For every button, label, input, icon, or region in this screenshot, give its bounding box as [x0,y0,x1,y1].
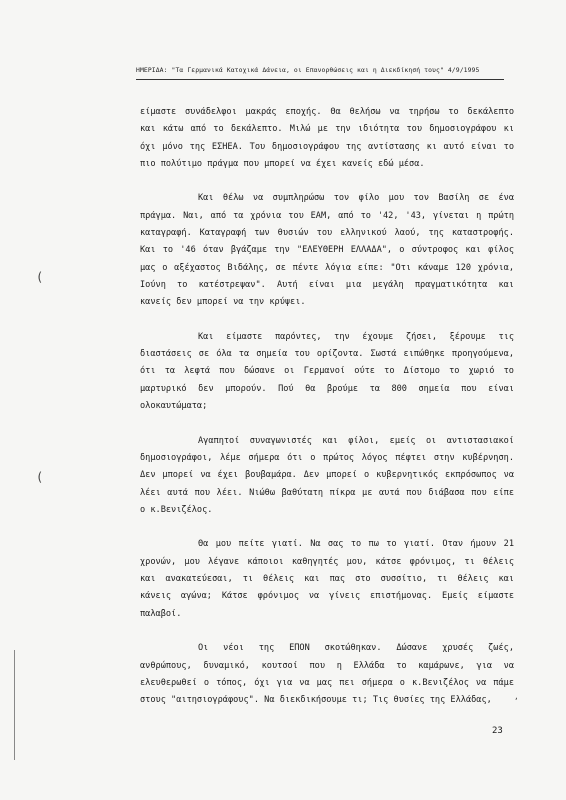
text-line: όχι μόνο της ΕΣΗΕΑ. Του δημοσιογράφου της αντίστασης κι αυτό είναι το [140,141,514,152]
margin-mark: , [514,692,519,701]
paragraph [140,190,514,311]
text-line: Και είμαστε παρόντες, την έχουμε ζήσει, ξέρουμε τις [198,331,514,342]
text-line: πιο πολύτιμο πράγμα που μπορεί να έχει κανείς εδώ μέσα. [140,158,425,169]
text-line: Και το '46 όταν βγάζαμε την "ΕΛΕΥΘΕΡΗ ΕΛΛΑΔΑ", ο σύντροφος και φίλος [140,245,514,256]
scan-edge-line [14,650,15,760]
text-line: και ανακατεύεσαι, τι θέλεις και πας στο συσσίτιο, τι θέλεις και [140,574,514,585]
text-line: διαστάσεις σε όλα τα σημεία του ορίζοντα. Σωστά ειπώθηκε προηγούμενα, [140,349,514,360]
text-line: Δεν μπορεί να έχει βουβαμάρα. Δεν μπορεί ο κυβερνητικός εκπρόσωπος να [140,470,514,481]
paragraph [140,104,514,173]
text-line: κάνεις αγώνα; Κάτσε φρόνιμος να γίνεις επιστήμονας. Εμείς είμαστε [140,591,514,602]
text-line: καταγραφή. Καταγραφή των θυσιών του ελληνικού λαού, της καταστροφής. [140,228,514,239]
text-line: μαρτυρικό δεν μπορούν. Πού θα βρούμε τα 800 σημεία που είναι [140,383,514,394]
text-line: Θα μου πείτε γιατί. Να σας το πω το γιατί. Οταν ήμουν 21 [198,539,514,550]
text-line: μας ο αξέχαστος Βιδάλης, σε πέντε λόγια είπε: "Οτι κάναμε 120 χρόνια, [140,262,514,273]
margin-mark: ( [36,470,44,484]
text-line: ότι τα λεφτά που δώσανε οι Γερμανοί ούτε το Δίστομο το χωριό το [140,366,514,377]
text-line: και κάτω από το δεκάλεπτο. Μιλώ με την ιδιότητα του δημοσιογράφου κι [140,124,514,135]
text-line: δημοσιογράφοι, λέμε σήμερα ότι ο πρώτος λόγος πέφτει στην κυβέρνηση. [140,452,514,463]
text-line: ο κ.Βενιζέλος. [140,504,213,515]
header-rule [136,79,504,80]
text-line: χρονών, μου λέγανε κάποιοι καθηγητές μου, κάτσε φρόνιμος, τι θέλεις [140,556,514,567]
text-line: λέει αυτά που λέει. Νιώθω βαθύτατη πίκρα με αυτά που διάβασα που είπε [140,487,514,498]
page-number: 23 [492,726,503,736]
text-line: Και θέλω να συμπληρώσω τον φίλο μου τον Βασίλη σε ένα [198,193,514,204]
text-line: ανθρώπους, δυναμικό, κουτσοί που η Ελλάδα το καμάρωνε, για να [140,660,514,671]
text-line: κανείς δεν μπορεί να την κρύψει. [140,297,306,308]
text-line: Αγαπητοί συναγωνιστές και φίλοι, εμείς οι αντιστασιακοί [198,435,514,446]
paragraph [140,536,514,622]
paragraph [140,433,514,519]
text-line: Ιούνη το κατέστρεψαν". Αυτή είναι μια μεγάλη πραγματικότητα και [140,279,514,290]
text-line: Οι νέοι της ΕΠΟΝ σκοτώθηκαν. Δώσανε χρυσές ζωές, [198,643,514,654]
body-text [140,104,514,727]
text-line: είμαστε συνάδελφοι μακράς εποχής. Θα θελήσω να τηρήσω το δεκάλεπτο [140,107,514,117]
text-line: ολοκαυτώματα; [140,401,208,412]
text-line: στους "αιτησιογράφους". Να διεκδικήσουμε τι; Τις θυσίες της Ελλάδας, [140,695,492,706]
paragraph [140,329,514,415]
text-line: ελευθερωθεί ο τόπος, όχι για να μας πει σήμερα ο κ.Βενιζέλος να πάμε [140,677,514,688]
margin-mark: ( [36,270,44,284]
text-line: παλαβοί. [140,608,182,619]
paragraph [140,640,514,709]
text-line: πράγμα. Ναι, από τα χρόνια του ΕΑΜ, από το '42, '43, γίνεται η πρώτη [140,210,514,221]
page-header: ΗΜΕΡΙΔΑ: "Τα Γερμανικά Κατοχικά Δάνεια, οι Επανορθώσεις και η Διεκδίκησή τους" 4/9/1995 [136,66,480,74]
